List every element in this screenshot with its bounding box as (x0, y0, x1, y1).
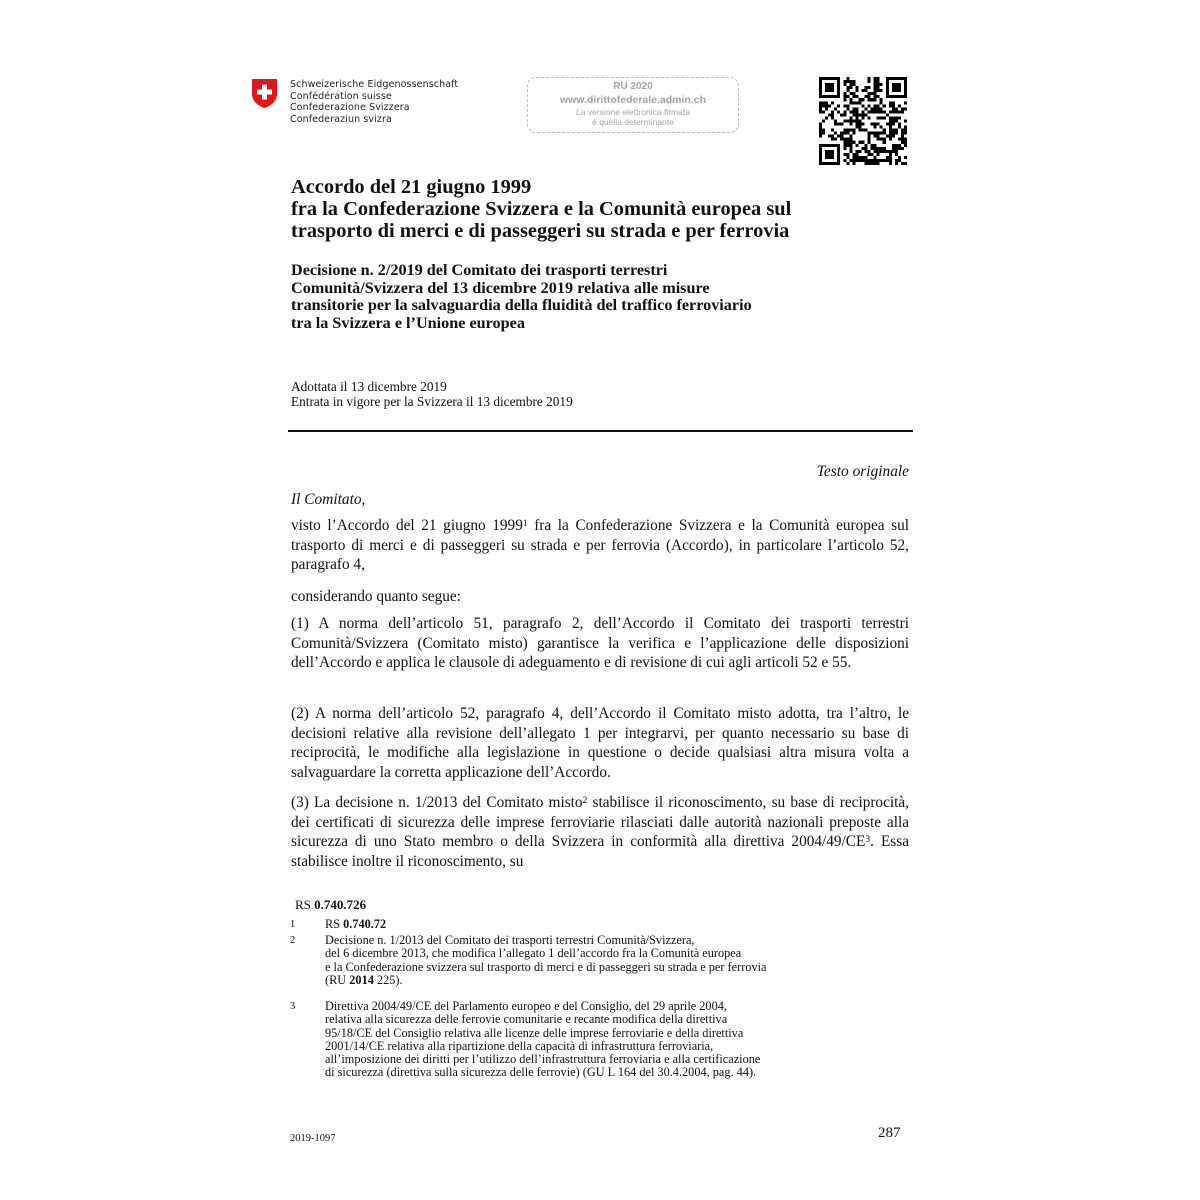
footnote-line: relativa alla sicurezza delle ferrovie comunitarie e recante modifica della direttiva (325, 1012, 728, 1027)
paragraph-visto (291, 516, 909, 575)
footnote-2 (290, 934, 910, 987)
text-run: 2014 (349, 972, 374, 987)
committee-heading: Il Comitato, (291, 491, 366, 508)
text-run: visto l’Accordo del 21 giugno 1999 (291, 517, 523, 534)
footnote-number: 2 (290, 935, 296, 946)
footnote-line: e la Confederazione svizzera sul trasporto di merci e di passeggeri su strada e per ferrovia (325, 959, 767, 974)
stamp-note-2: è quella determinante (592, 117, 674, 127)
paragraph-considerando: considerando quanto segue: (291, 588, 461, 605)
subtitle-line: Comunità/Svizzera del 13 dicembre 2019 relativa alle misure (291, 278, 710, 297)
paragraph-2: (2) A norma dell’articolo 52, paragrafo 4, dell’Accordo il Comitato misto adotta, tra l’altro, le decisioni relative alla revisione dell’allegato 1 per integrarvi, per quanto necessario su base di reciprocità, le modifiche alla legislazione in questione o decide qualsiasi altra misura volta a salvaguardare la corretta applicazione dell’Accordo. (291, 705, 909, 782)
original-text-label: Testo originale (816, 463, 909, 480)
text-run: 225). (373, 972, 403, 987)
page-number: 287 (878, 1125, 901, 1141)
agency-line-fr: Confédération suisse (290, 90, 392, 102)
subtitle-line: transitorie per la salvaguardia della fluidità del traffico ferroviario (291, 296, 752, 314)
adoption-dates (291, 380, 573, 409)
adopted-date: Adottata il 13 dicembre 2019 (291, 379, 447, 394)
subtitle-line: Decisione n. 2/2019 del Comitato dei trasporti terrestri (291, 261, 668, 279)
paragraph-3 (291, 793, 909, 872)
title-line: Accordo del 21 giugno 1999 (291, 176, 532, 198)
document-title (291, 176, 911, 242)
text-run: (RU (325, 972, 350, 987)
document-code: 2019-1097 (290, 1133, 336, 1144)
footnote-line: 95/18/CE del Consiglio relativa alle licenze delle imprese ferroviarie e della direttiva (325, 1025, 744, 1040)
footnote-3 (290, 1000, 910, 1080)
footnote-line (325, 974, 910, 987)
text-run: 0.740.72 (343, 917, 387, 931)
footnote-line: Direttiva 2004/49/CE del Parlamento europeo e del Consiglio, del 29 aprile 2004, (325, 999, 727, 1013)
agency-line-de: Schweizerische Eidgenossenschaft (290, 79, 459, 90)
footnote-line: del 6 dicembre 2013, che modifica l’allegato 1 dell’accordo fra la Comunità europea (325, 946, 742, 961)
footnote-ref-3[interactable]: 3 (865, 835, 871, 846)
agency-line-it: Confederazione Svizzera (290, 102, 410, 114)
text-run: stabilisce il riconoscimento, su base di reciprocità, dei certificati di sicurezza delle imprese ferroviarie rilasciati dalle autorità nazionali preposte alla sicurezza di uno Stato membro o della Svizzera in conformità alla direttiva 2004/49/CE (291, 794, 909, 851)
paragraph-1: (1) A norma dell’articolo 51, paragrafo 2, dell’Accordo il Comitato dei trasporti terrestri Comunità/Svizzera (Comitato misto) garantisce la verifica e l’applicazione delle disposizioni dell’Accordo e applica le clausole di adeguamento e di revisione di cui agli articoli 52 e 55. (291, 615, 909, 672)
text-run: (3) La decisione n. 1/2013 del Comitato misto (291, 794, 583, 811)
title-line: fra la Confederazione Svizzera e la Comunità europea sul (291, 198, 792, 220)
rs-prefix: RS (295, 897, 315, 912)
agency-line-rm: Confederaziun svizra (290, 113, 392, 125)
footnote-1 (290, 918, 910, 931)
footnote-line: 2001/14/CE relativa alla ripartizione della capacità di infrastruttura ferroviaria, (325, 1038, 714, 1053)
footnote-line: Decisione n. 1/2013 del Comitato dei trasporti terrestri Comunità/Svizzera, (325, 933, 695, 947)
rs-reference (295, 897, 366, 913)
agency-name (290, 79, 458, 125)
footnote-ref-1[interactable]: 1 (522, 519, 528, 529)
subtitle-line: tra la Svizzera e l’Unione europea (291, 313, 525, 332)
stamp-url[interactable]: www.dirittofederale.admin.ch (559, 94, 707, 106)
footnote-number: 3 (290, 1001, 296, 1012)
signature-stamp (527, 77, 739, 133)
stamp-note-1: La versione elettronica firmata (576, 107, 690, 117)
title-line: trasporto di merci e di passeggeri su strada e per ferrovia (291, 220, 790, 242)
decision-title (291, 262, 911, 332)
text-run: fra la Confederazione Svizzera e la Comunità europea sul trasporto di merci e di passeggeri su strada e per ferrovia (Accordo), in particolare l’articolo 52, paragrafo 4, (291, 517, 909, 574)
in-force-date: Entrata in vigore per la Svizzera il 13 dicembre 2019 (291, 393, 573, 409)
qr-code-icon (819, 77, 907, 165)
divider (288, 430, 913, 432)
footnote-line: di sicurezza (direttiva sulla sicurezza delle ferrovie) (GU L 164 del 30.4.2004, pag. 44). (325, 1065, 757, 1080)
swiss-coat-of-arms-icon (251, 78, 278, 109)
footnote-line: all’imposizione dei diritti per l’utilizzo dell’infrastruttura ferroviaria e alla certificazione (325, 1052, 761, 1067)
text-run: . Essa stabilisce inoltre il riconoscimento, su (291, 833, 909, 871)
footnote-number: 1 (290, 919, 296, 930)
text-run: RS (325, 917, 344, 931)
stamp-ru: RU 2020 (613, 81, 653, 92)
rs-number: 0.740.726 (314, 897, 367, 912)
footnote-ref-2[interactable]: 2 (582, 796, 588, 806)
